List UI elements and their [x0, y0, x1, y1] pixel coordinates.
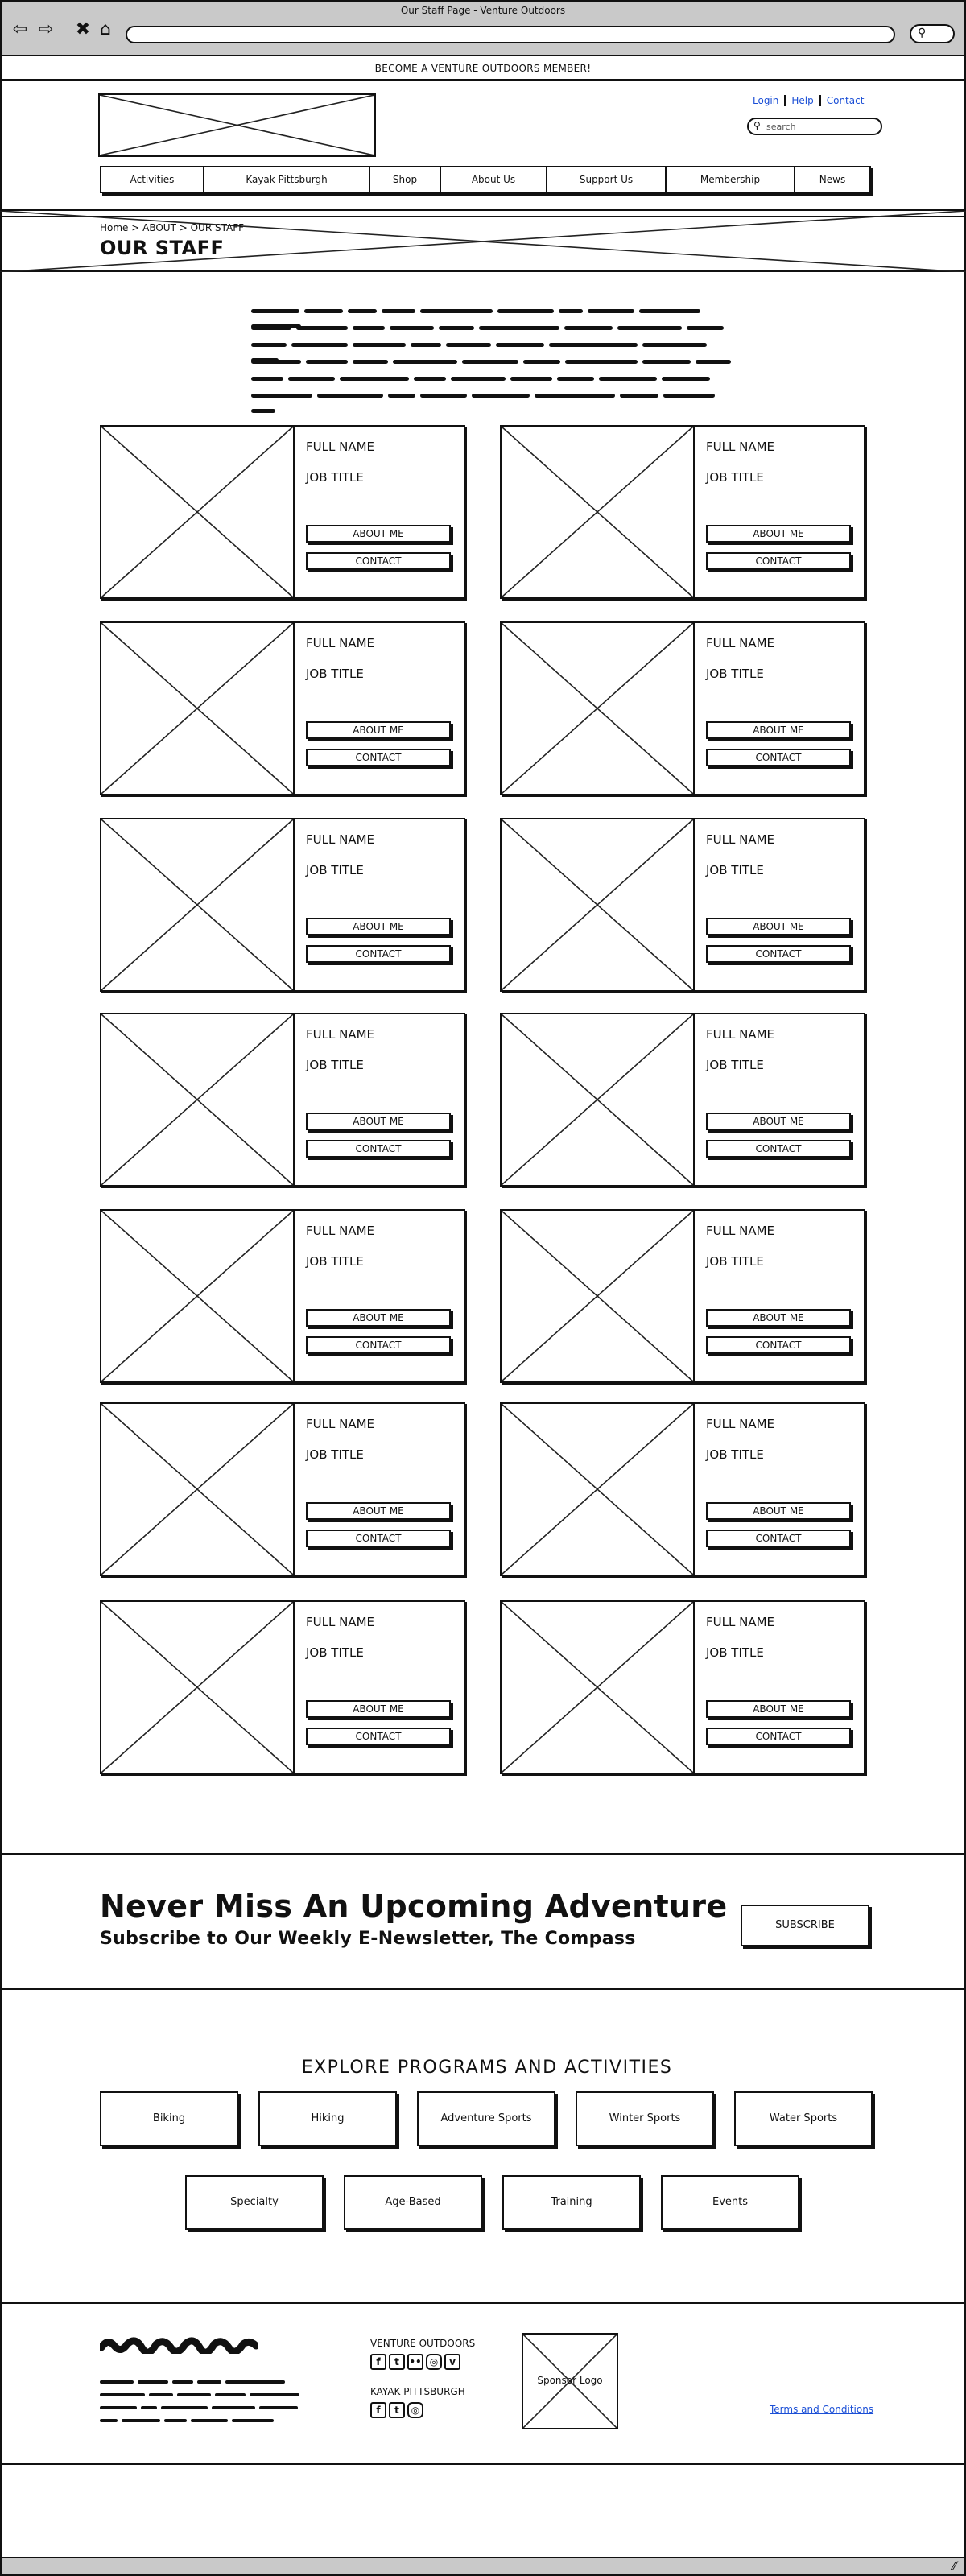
venture-social-row: [370, 2354, 460, 2370]
membership-banner[interactable]: BECOME A VENTURE OUTDOORS MEMBER!: [374, 63, 592, 74]
nav-item-support-us[interactable]: Support Us: [547, 167, 667, 192]
footer-logo-scribble[interactable]: [100, 2334, 258, 2354]
nav-item-membership[interactable]: Membership: [667, 167, 795, 192]
programs-heading: EXPLORE PROGRAMS AND ACTIVITIES: [301, 2058, 673, 2078]
instagram-icon[interactable]: ◎: [426, 2354, 442, 2370]
kayak-social-row: [370, 2402, 423, 2418]
staff-job-title: JOB TITLE: [306, 470, 364, 485]
url-bar[interactable]: [126, 26, 895, 43]
program-biking-button[interactable]: Biking: [100, 2091, 238, 2146]
page-title: OUR STAFF: [100, 237, 225, 259]
about-me-button[interactable]: ABOUT ME: [306, 1113, 451, 1130]
staff-job-title: JOB TITLE: [306, 1058, 364, 1072]
browser-status-bar: [0, 2557, 966, 2576]
contact-button[interactable]: CONTACT: [706, 1140, 851, 1158]
staff-card: [100, 1209, 465, 1383]
about-me-button[interactable]: ABOUT ME: [306, 918, 451, 935]
about-me-button[interactable]: ABOUT ME: [706, 721, 851, 739]
staff-card: [500, 818, 865, 992]
staff-full-name: FULL NAME: [706, 832, 774, 847]
staff-photo: [502, 819, 695, 990]
browser-title: Our Staff Page - Venture Outdoors: [400, 5, 566, 16]
nav-item-activities[interactable]: Activities: [101, 167, 204, 192]
staff-full-name: FULL NAME: [306, 1615, 374, 1629]
staff-photo: [101, 819, 295, 990]
staff-job-title: JOB TITLE: [706, 1645, 764, 1660]
staff-full-name: FULL NAME: [706, 1027, 774, 1042]
nav-item-shop[interactable]: Shop: [370, 167, 441, 192]
newsletter-heading: Never Miss An Upcoming Adventure: [100, 1889, 728, 1924]
forward-arrow-icon[interactable]: ⇨: [38, 19, 54, 39]
staff-photo: [502, 427, 695, 597]
about-me-button[interactable]: ABOUT ME: [706, 1502, 851, 1520]
divider: [0, 79, 966, 80]
contact-button[interactable]: CONTACT: [706, 749, 851, 766]
staff-card: [100, 1013, 465, 1187]
instagram-icon[interactable]: ◎: [407, 2402, 423, 2418]
staff-job-title: JOB TITLE: [306, 863, 364, 877]
home-icon[interactable]: ⌂: [100, 19, 111, 39]
program-events-button[interactable]: Events: [661, 2175, 799, 2230]
staff-full-name: FULL NAME: [706, 1615, 774, 1629]
contact-button[interactable]: CONTACT: [306, 552, 451, 570]
login-link[interactable]: Login: [747, 95, 786, 106]
contact-link[interactable]: Contact: [826, 95, 865, 106]
contact-button[interactable]: CONTACT: [306, 1336, 451, 1354]
staff-job-title: JOB TITLE: [706, 863, 764, 877]
staff-full-name: FULL NAME: [306, 440, 374, 454]
contact-button[interactable]: CONTACT: [706, 552, 851, 570]
program-training-button[interactable]: Training: [502, 2175, 641, 2230]
contact-button[interactable]: CONTACT: [306, 1140, 451, 1158]
staff-job-title: JOB TITLE: [706, 1447, 764, 1462]
flickr-icon[interactable]: ••: [407, 2354, 423, 2370]
divider: [0, 2302, 966, 2304]
site-search-input[interactable]: [747, 118, 882, 135]
about-me-button[interactable]: ABOUT ME: [306, 721, 451, 739]
contact-button[interactable]: CONTACT: [306, 1530, 451, 1547]
program-winter-sports-button[interactable]: Winter Sports: [576, 2091, 714, 2146]
staff-full-name: FULL NAME: [706, 1417, 774, 1431]
staff-full-name: FULL NAME: [306, 1027, 374, 1042]
site-logo[interactable]: [98, 93, 376, 157]
staff-full-name: FULL NAME: [306, 1417, 374, 1431]
program-water-sports-button[interactable]: Water Sports: [734, 2091, 873, 2146]
staff-card: [100, 1402, 465, 1576]
search-icon: ⚲: [918, 27, 927, 39]
staff-job-title: JOB TITLE: [706, 470, 764, 485]
program-adventure-sports-button[interactable]: Adventure Sports: [417, 2091, 555, 2146]
resize-grip-icon[interactable]: ⁄⁄: [952, 2560, 956, 2573]
staff-photo: [101, 623, 295, 794]
facebook-icon[interactable]: f: [370, 2354, 386, 2370]
staff-card: [500, 621, 865, 795]
staff-card: [500, 1013, 865, 1187]
program-specialty-button[interactable]: Specialty: [185, 2175, 324, 2230]
staff-card: [100, 621, 465, 795]
twitter-icon[interactable]: t: [389, 2402, 405, 2418]
help-link[interactable]: Help: [786, 95, 820, 106]
breadcrumb[interactable]: Home > ABOUT > OUR STAFF: [100, 222, 245, 233]
about-me-button[interactable]: ABOUT ME: [706, 1309, 851, 1327]
divider: [0, 1988, 966, 1990]
staff-job-title: JOB TITLE: [306, 1447, 364, 1462]
staff-job-title: JOB TITLE: [306, 1645, 364, 1660]
staff-photo: [101, 1014, 295, 1185]
main-nav: [100, 166, 871, 193]
about-me-button[interactable]: ABOUT ME: [306, 1502, 451, 1520]
nav-item-about-us[interactable]: About Us: [441, 167, 547, 192]
staff-photo: [101, 1211, 295, 1381]
about-me-button[interactable]: ABOUT ME: [306, 1700, 451, 1718]
contact-button[interactable]: CONTACT: [306, 749, 451, 766]
about-me-button[interactable]: ABOUT ME: [706, 918, 851, 935]
contact-button[interactable]: CONTACT: [306, 945, 451, 963]
staff-photo: [502, 1211, 695, 1381]
staff-photo: [502, 1602, 695, 1773]
close-icon[interactable]: ✖: [75, 19, 91, 39]
nav-item-kayak-pittsburgh[interactable]: Kayak Pittsburgh: [204, 167, 370, 192]
divider: [0, 1853, 966, 1855]
footer-text-placeholder: [100, 2372, 311, 2423]
staff-photo: [502, 623, 695, 794]
staff-photo: [101, 1404, 295, 1575]
venture-outdoors-label: VENTURE OUTDOORS: [370, 2338, 476, 2349]
sponsor-logo-label: Sponsor Logo: [537, 2375, 603, 2386]
staff-photo: [502, 1404, 695, 1575]
about-me-button[interactable]: ABOUT ME: [706, 1700, 851, 1718]
staff-job-title: JOB TITLE: [706, 667, 764, 681]
staff-photo: [502, 1014, 695, 1185]
contact-button[interactable]: CONTACT: [706, 1728, 851, 1745]
vimeo-icon[interactable]: v: [444, 2354, 460, 2370]
facebook-icon[interactable]: f: [370, 2402, 386, 2418]
staff-full-name: FULL NAME: [706, 1224, 774, 1238]
browser-chrome: [0, 0, 966, 56]
staff-job-title: JOB TITLE: [306, 667, 364, 681]
staff-full-name: FULL NAME: [706, 636, 774, 650]
intro-text-placeholder: [251, 301, 737, 402]
about-me-button[interactable]: ABOUT ME: [706, 1113, 851, 1130]
staff-photo: [101, 1602, 295, 1773]
contact-button[interactable]: CONTACT: [706, 945, 851, 963]
staff-photo: [101, 427, 295, 597]
staff-card: [500, 1209, 865, 1383]
staff-job-title: JOB TITLE: [306, 1254, 364, 1269]
staff-card: [500, 1600, 865, 1774]
subscribe-button[interactable]: SUBSCRIBE: [741, 1905, 869, 1946]
program-age-based-button[interactable]: Age-Based: [344, 2175, 482, 2230]
contact-button[interactable]: CONTACT: [706, 1336, 851, 1354]
staff-card: [100, 1600, 465, 1774]
about-me-button[interactable]: ABOUT ME: [306, 525, 451, 543]
about-me-button[interactable]: ABOUT ME: [706, 525, 851, 543]
staff-job-title: JOB TITLE: [706, 1254, 764, 1269]
program-hiking-button[interactable]: Hiking: [258, 2091, 397, 2146]
about-me-button[interactable]: ABOUT ME: [306, 1309, 451, 1327]
staff-card: [500, 1402, 865, 1576]
nav-item-news[interactable]: News: [819, 174, 846, 185]
kayak-pittsburgh-label: KAYAK PITTSBURGH: [370, 2386, 465, 2397]
divider: [0, 2463, 966, 2465]
staff-job-title: JOB TITLE: [706, 1058, 764, 1072]
terms-link[interactable]: Terms and Conditions: [770, 2404, 874, 2415]
browser-search[interactable]: [910, 24, 955, 43]
sponsor-logo[interactable]: [522, 2333, 618, 2429]
staff-card: [500, 425, 865, 599]
twitter-icon[interactable]: t: [389, 2354, 405, 2370]
utility-links: [747, 95, 869, 106]
staff-full-name: FULL NAME: [706, 440, 774, 454]
staff-card: [100, 425, 465, 599]
search-placeholder: search: [766, 122, 796, 132]
staff-full-name: FULL NAME: [306, 636, 374, 650]
contact-button[interactable]: CONTACT: [306, 1728, 451, 1745]
contact-button[interactable]: CONTACT: [706, 1530, 851, 1547]
back-arrow-icon[interactable]: ⇦: [12, 19, 28, 39]
newsletter-subheading: Subscribe to Our Weekly E-Newsletter, The Compass: [100, 1929, 636, 1949]
staff-card: [100, 818, 465, 992]
staff-full-name: FULL NAME: [306, 832, 374, 847]
staff-full-name: FULL NAME: [306, 1224, 374, 1238]
search-icon: ⚲: [753, 120, 761, 131]
